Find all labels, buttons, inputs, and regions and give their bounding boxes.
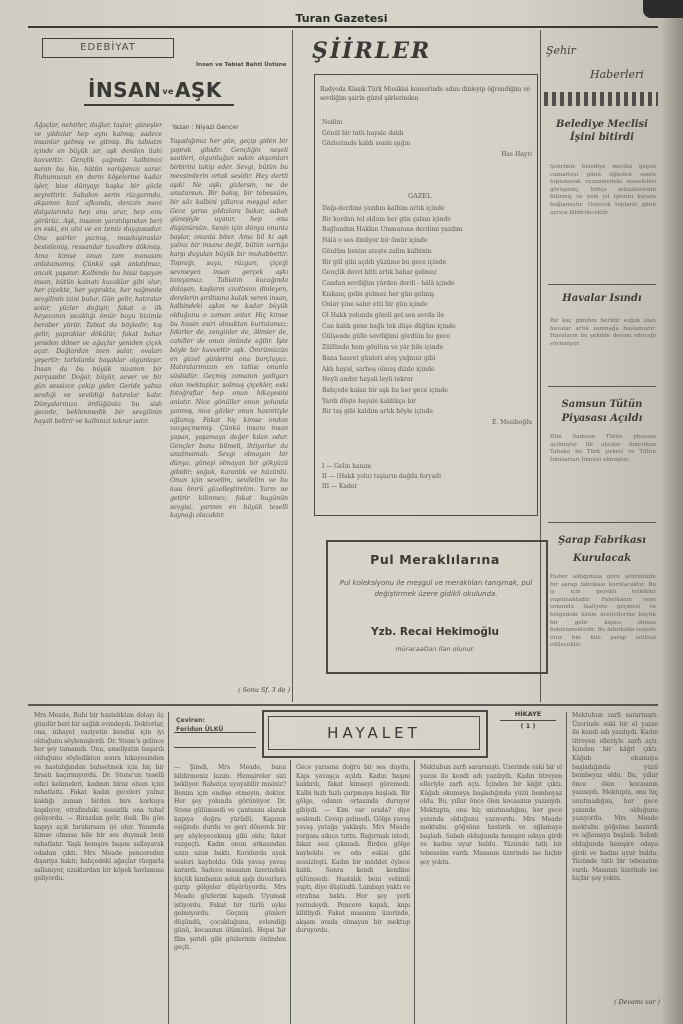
poem-line: Bir taş gibi kaldım artık böyle içinde <box>322 408 433 416</box>
story-title: HAYALET <box>268 716 480 750</box>
article-byline: Yazan : Niyazi Gencer <box>172 124 239 131</box>
poem-line: Gülşende gülle sevdiğimi gördüm bu gece <box>322 333 450 341</box>
poem-line: Bahçede kalan bir aşk bu her gece içinde <box>322 386 448 394</box>
poem-author: E. Mesihoğlu <box>492 419 532 427</box>
poem-notes <box>322 462 522 492</box>
news-item-title: Havalar Isındı <box>562 293 642 304</box>
news-item-text: Bir kaç günden beridir soğuk olan havalar artık ısınmağa başlamıştır. Havaların bu şekilde devam edeceği söyleniyor. <box>550 318 656 347</box>
poem-line: Kıskanç gelin gelmez her gün gelmiş <box>322 290 435 298</box>
headline-part: AŞK <box>174 78 222 102</box>
poem-note: I — Gelin hanım <box>322 463 372 470</box>
column-divider <box>168 712 169 1024</box>
page-binding-shadow <box>661 0 683 1024</box>
poem-line: Candan sevdiğim yârden derdi - hâlâ içinde <box>322 279 455 287</box>
gazel-heading: GAZEL <box>408 192 432 200</box>
story-column-text: — Şimdi, Mrs Meade, bana bildirmeniz lazım. Hemşireler sizi bekliyor. Rahatça uyuyabilir misiniz? Benim için endişe etmeyin, doktor. Her şey yolunda görünüyor. Dr. Stone gülümsedi ve çantasını alarak kapıya doğru yürüdü. Kapının eşiğinde durdu ve geri dönerek bir şey söyleyecekmiş gibi oldu; fakat vazgeçti. Kadın onun arkasından uzun uzun baktı. Koridorda ayak sesleri kayboldu. Oda yavaş yavaş karardı. Sadece masanın üzerindeki küçük lambanın soluk ışığı duvarlara garip gölgeler düşürüyordu. Mrs Meade gözlerini kapadı. Uyumak istiyordu. Fakat bir türlü uyku gelmiyordu. Geçmiş günleri düşündü, çocukluğunu, evlendiği günü, kocasının ölümünü. Hepsi bir film şeridi gibi gözlerinin önünden geçti. <box>174 764 286 952</box>
poem-line: Heyli ander hayali leyli tekrar <box>322 376 414 384</box>
ad-body: Pul koleksiyonu ile meşgul ve meraklıları tanışmak, pul değiştirmek üzere gidikli okulunda. <box>339 579 533 598</box>
news-divider <box>548 522 656 523</box>
poem-line: Aklı hayal, sarhoş olmuş dizde içinde <box>322 365 435 373</box>
story-kind-rule <box>500 720 556 721</box>
ad-name: Yzb. Recai Hekimoğlu <box>371 626 499 638</box>
news-divider <box>548 284 656 285</box>
city-news-header: Haberleri <box>590 68 644 81</box>
poem-line: Onlar yine sabır etti bir gün içinde <box>322 301 428 309</box>
headline-rule <box>84 104 234 106</box>
poem-line: Can kaldı gene bağlı tek düşe düğüm içinde <box>322 322 456 330</box>
news-item-text: Şehrimiz belediye meclisi geçen cumartesi günü öğleden sonra toplanarak ruznamedeki meseleleri görüşmüş, bütçe müzakeresini bitirmiş ve yeni yıl işlerini karara bağlamıştır. Gelecek toplantı günü ayrıca bildirilecektir. <box>550 164 656 216</box>
poem-block <box>322 118 532 160</box>
poem-line: Hâlâ o ses dinliyor bir ömür içinde <box>322 237 428 245</box>
poem-line: Gençlik devri bitti artık bahar gelmez <box>322 269 437 277</box>
continued-note: ( Devamı var ) <box>614 998 660 1006</box>
column-divider <box>566 712 567 1024</box>
ad-title: Pul Meraklılarına <box>370 552 500 567</box>
poem-line: Dağı-derdimi yazdım kalbim artık içinde <box>322 205 445 212</box>
poem-line: Zülfünde hem gönlüm ve yâr bile içinde <box>322 344 444 352</box>
continued-note: ( Sonu Sf. 3 de ) <box>238 686 291 694</box>
section-divider <box>28 704 658 706</box>
poem-line: Bağlandım Hakkın Ummanına derdimi yazdım <box>322 226 463 234</box>
headline-joiner: ve <box>162 87 174 96</box>
news-divider <box>548 386 656 387</box>
decorative-checker-band <box>544 92 658 106</box>
translator-label: Çeviren: <box>176 717 206 724</box>
story-part: ( 1 ) <box>520 722 536 730</box>
column-divider <box>292 30 293 702</box>
poem-line: Bir gül gibi açıldı yüzüme bu gece içinde <box>322 258 447 266</box>
news-item-text: Haber aldığımıza göre şehrimizde bir şarap fabrikası kurulacaktır. Bu iş için gerekli tetkikler yapılmaktadır. Fabrikanın sene sonunda faaliyete geçmesi ve bölgedeki üzüm üreticilerine büyük bir gelir kapısı olması beklenmektedir. Bu fabrikada senede otuz bin kilo şarap istihsal edilecektir. <box>550 574 656 649</box>
poems-title: ŞİİRLER <box>312 38 432 64</box>
article-column-text: Ağaçlar, nehirler, dağlar, taşlar, güneşler ve yıldızlar hep aynı kalmış; sadece insanlar gelmiş ve gitmiş. Bu tabiatın içinde en büyük sır, aşk denilen ilahi kuvvettir. Gençlik çağında kalbimizi saran bu his, bütün varlığımızı sarar. Ruhumuzun en derin köşelerine kadar işler, bize dünyayı başka bir gözle seyrettirir. Sabahın serin rüzgarında, akşamın kızıl ufkunda, denizin mavi dalgalarında hep onu arar, hep onu görürüz. Aşk, insanın yaratılışından beri en eski, en ulvi ve en temiz duygusudur. Onu şairler yazmış, musikişinaslar bestelemiş, ressamlar tuvallere dökmüş. Ama kimse onun tam manasını anlatamamış. Çünkü aşk anlatılmaz, ancak yaşanır. Kalbinde bu hissi taşıyan insan, bütün kainatı kucaklar gibi olur; her çiçekte, her yaprakta, her nağmede sevgilinin izini bulur. Gün gelir, hatıralar solar, yüzler değişir, fakat o ilk heyecanın sıcaklığı ömür boyu bizimle beraber yürür. Tabiat da böyledir; kış gelir, yapraklar dökülür, fakat bahar yeniden döner ve ağaçlar yeniden çiçek açar. Dağlardan inen sular, ovaları yeşertir; tarlalarda başaklar olgunlaşır. İnsan da bu büyük nizamın bir parçasıdır. Doğar, büyür, sever ve bir gün sessizce çekip gider. Geride yalnız sevdiği ve sevildiği hatıralar kalır. Dünyalarınıza ördüğünüz bu sisli gecede, beklenmedik bir sevgilinin hayali belirir ve kalbinizi tekrar ısıtır. <box>34 122 162 425</box>
column-divider <box>290 760 291 1024</box>
article-headline <box>88 78 222 102</box>
gazel-block <box>322 204 532 429</box>
poem-note: III — Kader <box>322 483 358 490</box>
city-news-header: Şehir <box>546 44 576 57</box>
poem-line: Ol Hakk yolunda gönül gel sen sevda ile <box>322 312 445 320</box>
news-item-title: Belediye Meclisi İşini bitirdi <box>556 119 648 143</box>
poem-note: II — (Hakk yolu) taşların dağda feryadı <box>322 473 441 480</box>
translator-rule <box>174 732 256 748</box>
story-kind-label: HİKAYE <box>514 710 542 718</box>
ad-subtext: müracaatları ilan olunur. <box>395 645 475 653</box>
article-kicker: İnsan ve Tabiat Bahti Üstüne <box>196 62 287 68</box>
column-divider <box>414 760 415 1024</box>
poem-line: Gönül bir tatlı hayale daldı <box>322 129 404 137</box>
article-column-text: Yaşadığımız her gün, geçip giden bir yaprak gibidir. Gençliğin neşeli saatleri, olgunluğun sakin akşamları birbirini takip eder. Sevgi, bütün bu mevsimlerin ortak sesidir. Hey dertli aşık! Ne aşkı gizlersin, ne de unutursun. Bir bakış, bir tebessüm, bir söz kalbini yıllarca meşgul eder. Gece yarısı yıldızlara bakar, sabah güneşiyle uyanır, hep onu düşünürsün. Senin için dünya onunla başlar, onunla biter. Ama bil ki aşk yalnız bir insana değil, bütün varlığa karşı duyulan büyük bir muhabbettir. Toprağı, suyu, rüzgarı, çiçeği sevmeyen insan gerçek aşkı tanıyamaz. Tabiatın kucağında dolaşan, kuşların cıvıltısını dinleyen, derelerin şırıltısına kulak veren insan, kalbindeki aşkın ne kadar büyük olduğunu o zaman anlar. Hiç kimse bu hissin esiri olmaktan kurtulamaz; fakirler de, zenginler de, âlimler de, cahiller de onun önünde eğilir. İşte böyle bir kuvvettir aşk. Ömrümüzün en güzel günlerini ona borçluyuz. Hatıralarımızın en tatlısı onunla süslüdür. Geçmiş zamanın yadigarı olan mektuplar, solmuş çiçekler, eski fotoğraflar hep onun hikayesini anlatır. Nice gönüller onun yolunda yanmış, nice gözler onun hasretiyle ağlamış. Fakat hiç kimse ondan vazgeçmemiş. Çünkü insanı insan yapan, yaşamaya değer kılan odur. Gençler bunu bilmeli, ihtiyarlar da unutmamalı. Sevgi olmayan bir dünya, güneşi olmayan bir gökyüzü gibidir; soğuk, karanlık ve hüzünlü. Onun için sevelim, sevilelim ve bu kısa ömrü güzelleştirelim. Yarın ne getirir bilinmez; fakat bugünün sevgisi, yarının en büyük teselli kaynağı olacaktır. <box>170 138 288 520</box>
section-label: EDEBİYAT <box>42 38 174 58</box>
poem-line: Bana hasret günleri ateş yağmur gibi <box>322 354 436 362</box>
story-column-text: Gece yarısına doğru bir ses duydu. Kapı yavaşça açıldı. Kadın başını kaldırdı, fakat kimseyi göremedi. Kalbi hızlı hızlı çarpmaya başladı. Bir gölge, odanın ortasında duruyor gibiydi. — Kim var orada? diye seslendi. Cevap gelmedi. Gölge yavaş yavaş yatağa yaklaştı. Mrs Meade yorganı sıkıca tuttu. Bağırmak istedi, fakat sesi çıkmadı. Birden gölge kayboldu ve oda eskisi gibi sessizleşti. Kadın bir müddet öylece kaldı. Sonra kendi kendine gülümsedi: Hastalık beni vehimli yaptı, diye düşündü. Lambayı yaktı ve etrafına baktı. Her şey yerli yerindeydi. Pencere kapalı, kapı kilitliydi. Fakat masanın üzerinde, akşam orada olmayan bir mektup duruyordu. <box>296 764 410 935</box>
news-item-text: Dün Samsun Tütün piyasası açılmıştır. İlk alıcılar Amerikan Tabako ile Türk şirketi ve Tütün İnhisarları İdaresi olmuştur. <box>550 434 656 463</box>
news-item-title: Şarap Fabrikası Kurulacak <box>558 535 646 564</box>
news-item-title: Samsun Tütün Piyasası Açıldı <box>561 399 643 424</box>
poem-line: Yardı düşte hayale kaldıkça bir <box>322 397 417 405</box>
story-column-text: Mektubun zarfı sararmıştı. Üzerinde eski bir el yazısı ile kendi adı yazılıydı. Kadın titreyen elleriyle zarfı açtı. İçinden bir kâğıt çıktı. Kâğıdı okumaya başladığında yüzü bembeyaz oldu. Bu, yıllar önce ölen kocasının yazısıydı. Mektupta, onu hiç unutmadığını, her gece yanında olduğunu yazıyordu. Mrs Meade mektubu göğsüne bastırdı ve ağlamaya başladı. Sabah olduğunda hemşire odaya girdi ve kadını uyur buldu. Yüzünde tatlı bir tebessüm vardı. Masanın üzerinde ise hiçbir şey yoktu. <box>420 764 562 866</box>
masthead-rule <box>28 26 658 28</box>
translator-name: Feridun ÜLKÜ <box>176 726 224 733</box>
headline-part: İNSAN <box>88 78 162 102</box>
poem-line: Nedim <box>322 119 343 126</box>
story-column-text: Mektubun zarfı sararmıştı. Üzerinde eski bir el yazısı ile kendi adı yazılıydı. Kadın titreyen elleriyle zarfı açtı. İçinden bir kâğıt çıktı. Kâğıdı okumaya başladığında yüzü bembeyaz oldu. Bu, yıllar önce ölen kocasının yazısıydı. Mektupta, onu hiç unutmadığını, her gece yanında olduğunu yazıyordu. Mrs Meade mektubu göğsüne bastırdı ve ağlamaya başladı. Sabah olduğunda hemşire odaya girdi ve kadını uyur buldu. Yüzünde tatlı bir tebessüm vardı. Masanın üzerinde ise hiçbir şey yoktu. <box>572 712 658 883</box>
poem-line: Gözlerimde kaldı senin ışığın <box>322 140 411 148</box>
newspaper-masthead: Turan Gazetesi <box>295 12 388 25</box>
story-column-text: Mrs Meade, Ruhi bir hastalıktan dolayı üç gündür beri bir sağlık evindeydi. Doktorlar, ona, nihayet vaziyetin kendisi için iyi olduğunu söylemişlerdi. Dr. Stone'a gelince her şey tamamdı. Onu, ameliyatın başarılı olduğunu söyledikten sonra hikayesinden ve hastalığından bahsetmek için hiç bir fırsatı kaçırmıyordu. Dr. Stone'un teselli edici kelimeleri, kadının biraz olsun içini rahatlattı. Fakat kadın geceleri yalnız kaldığı zaman birden bire korkuya kapılıyor, etrafındaki sessizlik ona tuhaf geliyordu. — Birazdan gelir, dedi. Bu gün kapıyı açık bırakırsam iyi olur. Yanımda kimse olmasa bile bir ses duymak beni rahatlatır. Yaşlı hemşire başını sallayarak odadan çıktı. Mrs Meade pencereden dışarıya baktı; bahçedeki ağaçlar rüzgarla sallanıyor, uzaklardan bir köpek havlaması geliyordu. <box>34 712 164 883</box>
poem-line: Bir kordan tel oldum her gün çalsın içinde <box>322 215 451 223</box>
poems-intro: Radyoda Klasik Türk Musikisi konserinde adını dinleyip öğrendiğim ve sevdiğim şairin güzel şiirlerinden <box>320 86 530 102</box>
poem-author: Has Hayri <box>501 150 532 158</box>
poem-line: Gönlüm benim ateşte zalim kalbinin <box>322 247 432 255</box>
